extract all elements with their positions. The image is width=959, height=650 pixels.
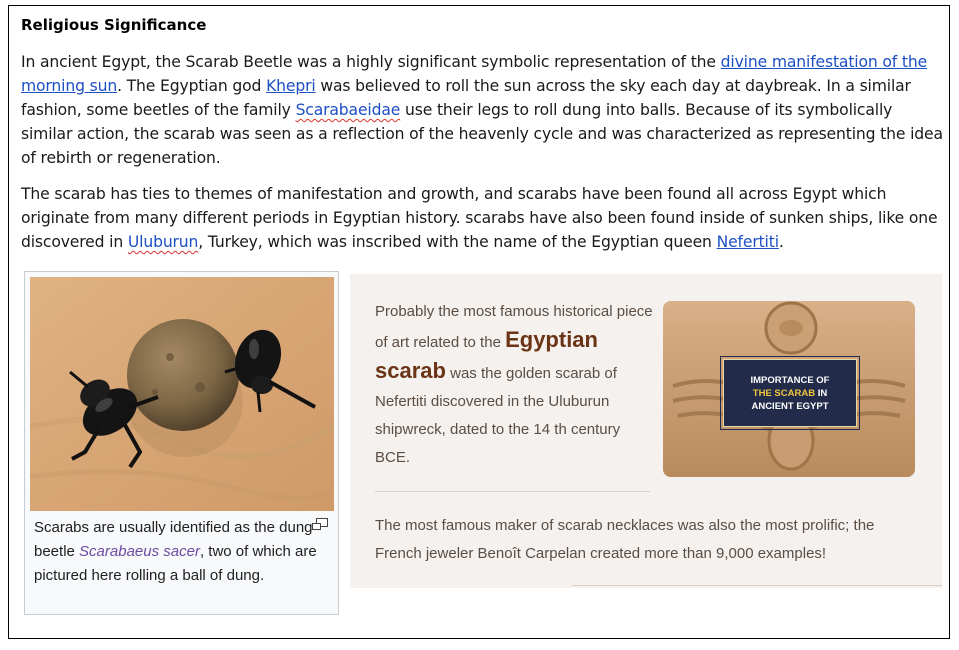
dung-beetle-illustration bbox=[30, 277, 334, 511]
paragraph-text: In ancient Egypt, the Scarab Beetle was a highly significant symbolic representation of the bbox=[21, 53, 721, 71]
link-divine-manifestation[interactable]: divine manifestation of the morning sun bbox=[21, 53, 928, 95]
paragraph-text: The scarab has ties to themes of manifestation and growth, and scarabs have been found all across Egypt which originate from many different periods in Egyptian history. scarabs have also been found inside of sunken ships, like one discovered in bbox=[21, 185, 938, 251]
panel-divider bbox=[375, 491, 650, 492]
panel-text: Probably the most famous historical piece of art related to the bbox=[375, 303, 653, 351]
caption-text: Scarabs are usually identified as the dung beetle bbox=[34, 519, 313, 560]
paragraph-text: , Turkey, which was inscribed with the name of the Egyptian queen bbox=[198, 233, 717, 251]
badge-text: IN bbox=[815, 387, 828, 399]
figure-caption bbox=[34, 516, 330, 588]
link-khepri[interactable]: Khepri bbox=[266, 77, 316, 95]
dung-beetle-photo[interactable] bbox=[30, 277, 334, 511]
link-scarabaeidae[interactable]: Scarabaeidae bbox=[295, 101, 401, 119]
paragraph-themes bbox=[21, 182, 943, 254]
article-frame bbox=[8, 5, 950, 639]
caption-text: , two of which are pictured here rolling a ball of dung. bbox=[34, 543, 317, 584]
enlarge-icon[interactable] bbox=[312, 518, 328, 532]
badge-line-3: ANCIENT EGYPT bbox=[751, 400, 829, 412]
paragraph-text: . bbox=[778, 233, 784, 251]
figure-box bbox=[24, 271, 339, 615]
link-uluburun[interactable]: Uluburun bbox=[127, 233, 199, 251]
link-nefertiti[interactable]: Nefertiti bbox=[716, 233, 779, 251]
paragraph-text: . The Egyptian god bbox=[117, 77, 267, 95]
link-scarabaeus-sacer[interactable]: Scarabaeus sacer bbox=[79, 543, 200, 560]
badge-line-1: IMPORTANCE OF bbox=[750, 374, 830, 386]
panel-text: was the golden scarab of Nefertiti discovered in the Uluburun shipwreck, dated to the 14 th century BCE. bbox=[375, 365, 621, 466]
importance-badge bbox=[723, 359, 857, 427]
badge-line-2 bbox=[753, 387, 827, 400]
info-panel bbox=[350, 274, 942, 588]
panel-bottom-divider bbox=[572, 585, 942, 586]
paragraph-text: use their legs to roll dung into balls. Because of its symbolically similar action, the scarab was seen as a reflection of the heavenly cycle and was characterized as representing the idea of rebirth or regeneration. bbox=[21, 101, 943, 167]
paragraph-religious-significance bbox=[21, 50, 943, 170]
section-heading: Religious Significance bbox=[21, 16, 207, 34]
panel-paragraph bbox=[375, 298, 653, 472]
badge-highlight: THE SCARAB bbox=[752, 387, 816, 399]
paragraph-text: was believed to roll the sun across the sky each day at daybreak. In a similar fashion, some beetles of the family bbox=[21, 77, 911, 119]
scarab-carving-image[interactable] bbox=[663, 301, 915, 477]
egyptian-scarab-highlight: Egyptian scarab bbox=[375, 327, 598, 383]
panel-paragraph-2: The most famous maker of scarab necklaces was also the most prolific; the French jeweler Benoît Carpelan created more than 9,000 examples! bbox=[375, 517, 875, 562]
